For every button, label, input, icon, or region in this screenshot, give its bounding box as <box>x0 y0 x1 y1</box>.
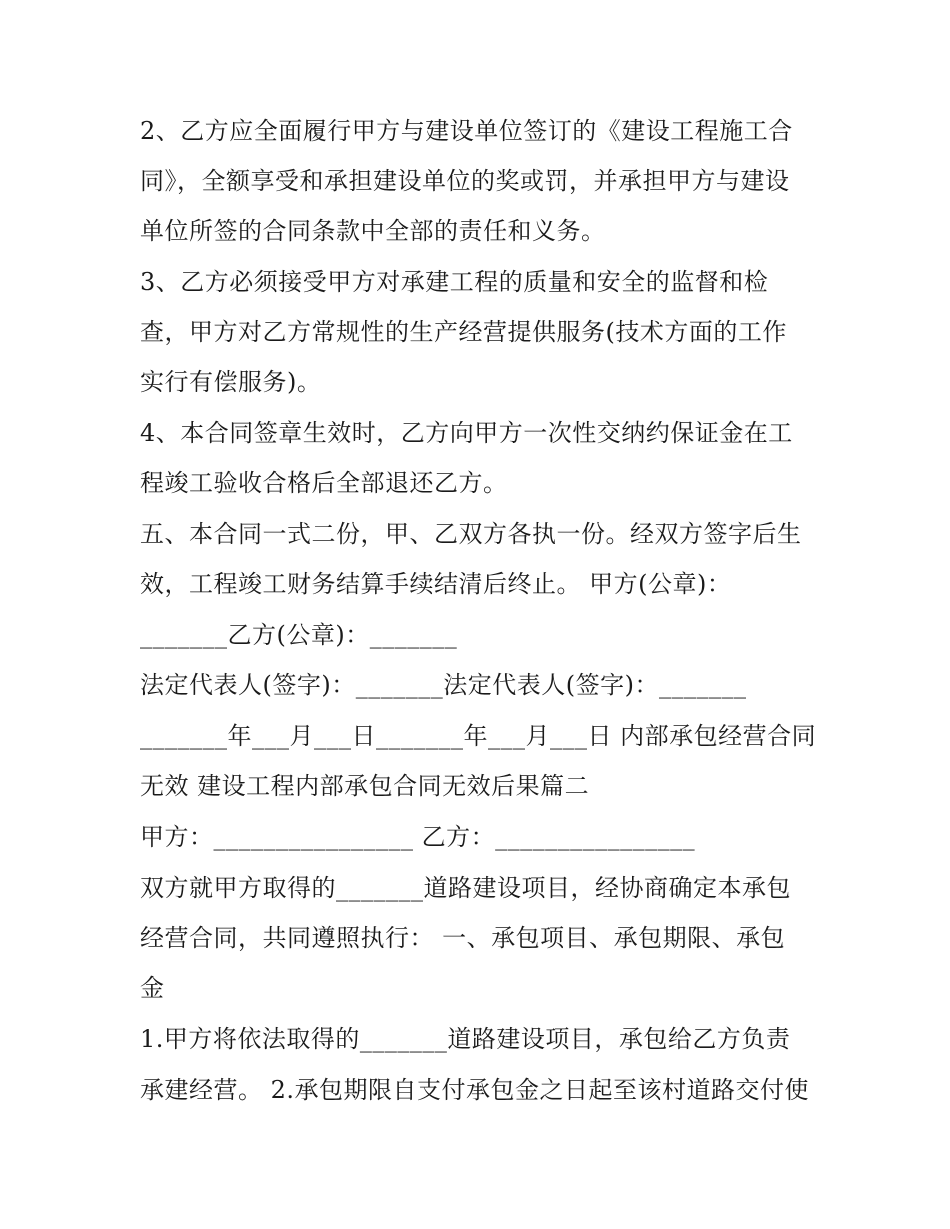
text-line: 同》，全额享受和承担建设单位的奖或罚，并承担甲方与建设 <box>140 167 790 195</box>
text-line: 双方就甲方取得的_______道路建设项目，经协商确定本承包 <box>140 874 791 902</box>
section-heading: 无效 建设工程内部承包合同无效后果篇二 <box>140 772 590 800</box>
text-line: 实行有偿服务)。 <box>140 368 322 396</box>
text-line: 五、本合同一式二份，甲、乙双方各执一份。经双方签字后生 <box>140 520 802 548</box>
text-line: 1.甲方将依法取得的_______道路建设项目，承包给乙方负责 <box>140 1025 791 1053</box>
signature-line: _______乙方(公章)：_______ <box>140 621 458 649</box>
text-line: 程竣工验收合格后全部退还乙方。 <box>140 469 508 497</box>
text-line: 3、乙方必须接受甲方对承建工程的质量和安全的监督和检 <box>140 268 769 296</box>
text-line: 承建经营。 2.承包期限自支付承包金之日起至该村道路交付使 <box>140 1076 810 1104</box>
text-line: 单位所签的合同条款中全部的责任和义务。 <box>140 217 606 245</box>
text-line: 效，工程竣工财务结算手续结清后终止。 甲方(公章)： <box>140 570 732 598</box>
text-line: 4、本合同签章生效时，乙方向甲方一次性交纳约保证金在工 <box>140 419 793 447</box>
text-line: 2、乙方应全面履行甲方与建设单位签订的《建设工程施工合 <box>140 117 793 145</box>
parties-line: 甲方：________________ 乙方：________________ <box>140 823 696 851</box>
signature-line: 法定代表人(签字)：_______法定代表人(签字)：_______ <box>140 671 747 699</box>
text-line: 查，甲方对乙方常规性的生产经营提供服务(技术方面的工作 <box>140 318 787 346</box>
date-line: _______年___月___日_______年___月___日 内部承包经营合同 <box>140 722 817 750</box>
text-line: 金 <box>140 974 165 1002</box>
text-line: 经营合同，共同遵照执行： 一、承包项目、承包期限、承包 <box>140 924 786 952</box>
